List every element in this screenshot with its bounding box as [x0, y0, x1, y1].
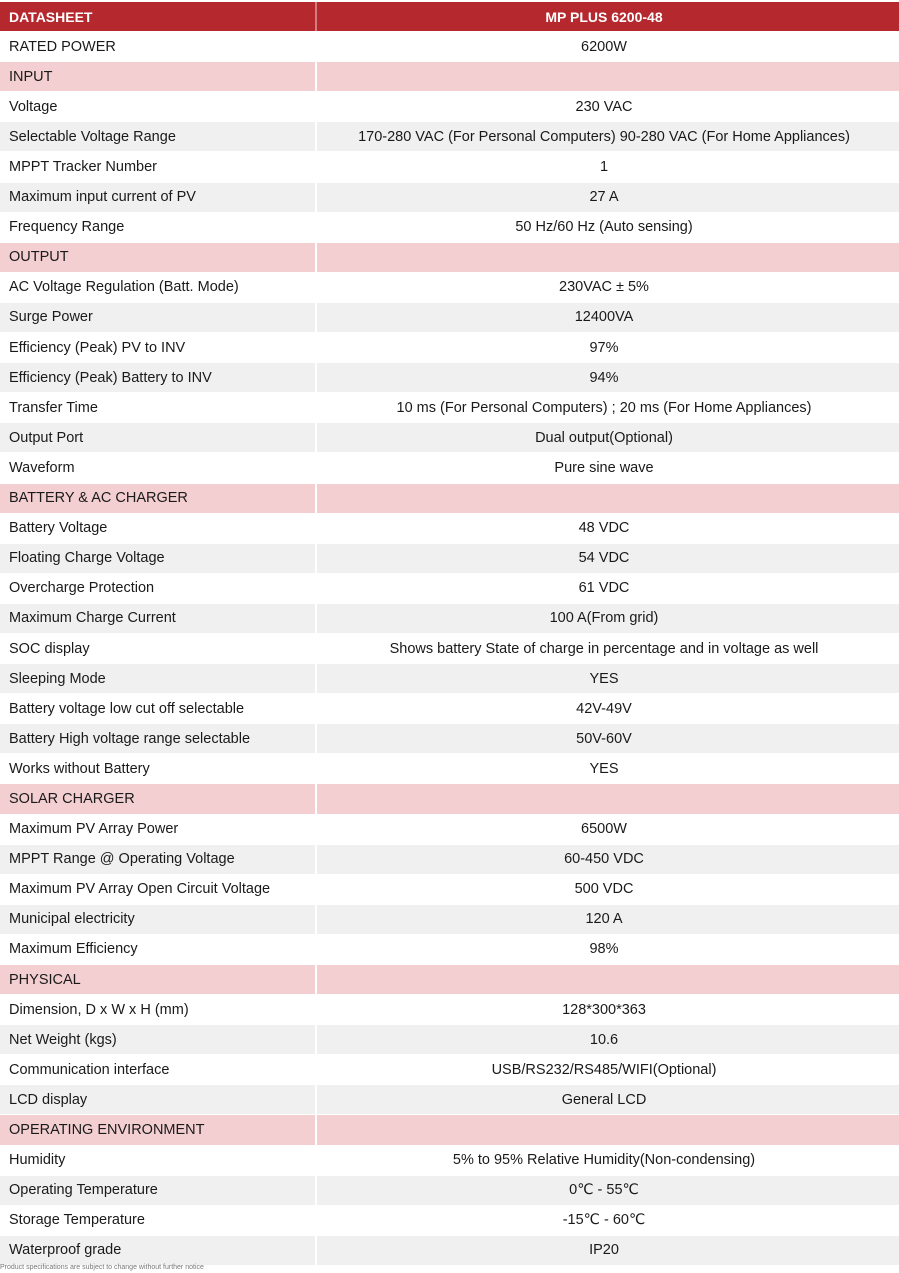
spec-value: 500 VDC — [574, 881, 634, 898]
section-value — [317, 62, 899, 91]
table-row — [0, 694, 899, 724]
spec-value: 10 ms (For Personal Computers) ; 20 ms (For Home Appliances) — [396, 399, 812, 416]
footer-note: Product specifications are subject to change without further notice — [0, 1264, 204, 1271]
datasheet-table — [0, 2, 899, 1266]
table-row — [0, 453, 899, 483]
table-row — [0, 1146, 899, 1176]
table-row — [0, 1176, 899, 1206]
spec-value: IP20 — [589, 1242, 619, 1259]
spec-label: AC Voltage Regulation (Batt. Mode) — [0, 273, 317, 302]
table-row — [0, 152, 899, 182]
table-row — [0, 815, 899, 845]
section-value — [317, 243, 899, 272]
table-row — [0, 845, 899, 875]
table-row — [0, 333, 899, 363]
table-row — [0, 1206, 899, 1236]
table-row — [0, 905, 899, 935]
section-value — [317, 484, 899, 513]
section-row — [0, 243, 899, 273]
spec-label: Operating Temperature — [0, 1176, 317, 1205]
spec-value: Pure sine wave — [554, 459, 654, 476]
spec-label: Storage Temperature — [0, 1206, 317, 1235]
spec-value: 94% — [589, 369, 619, 386]
table-row — [0, 514, 899, 544]
spec-value: 5% to 95% Relative Humidity(Non-condensing) — [452, 1152, 756, 1169]
spec-label: Frequency Range — [0, 213, 317, 242]
table-row — [0, 935, 899, 965]
section-title: PHYSICAL — [0, 965, 317, 994]
section-title: OPERATING ENVIRONMENT — [0, 1115, 317, 1144]
section-title: SOLAR CHARGER — [0, 784, 317, 813]
table-row — [0, 303, 899, 333]
table-row — [0, 363, 899, 393]
table-row — [0, 604, 899, 634]
spec-value: 128*300*363 — [562, 1001, 646, 1018]
section-value — [317, 965, 899, 994]
spec-value: General LCD — [561, 1091, 647, 1108]
spec-value: 42V-49V — [576, 700, 632, 717]
table-row — [0, 423, 899, 453]
spec-value: USB/RS232/RS485/WIFI(Optional) — [491, 1061, 717, 1078]
spec-label: RATED POWER — [0, 32, 317, 61]
table-header — [0, 2, 899, 32]
header-model: MP PLUS 6200-48 — [545, 8, 663, 25]
spec-label: Maximum PV Array Open Circuit Voltage — [0, 875, 317, 904]
table-row — [0, 1236, 899, 1266]
table-row — [0, 1055, 899, 1085]
spec-label: Waterproof grade — [0, 1236, 317, 1265]
section-row — [0, 62, 899, 92]
spec-label: Humidity — [0, 1146, 317, 1175]
spec-value: 120 A — [585, 911, 623, 928]
spec-label: Net Weight (kgs) — [0, 1025, 317, 1054]
section-row — [0, 784, 899, 814]
spec-label: Sleeping Mode — [0, 664, 317, 693]
table-row — [0, 574, 899, 604]
section-title: OUTPUT — [0, 243, 317, 272]
spec-value: 48 VDC — [578, 520, 630, 537]
spec-value: 27 A — [589, 189, 619, 206]
section-row — [0, 484, 899, 514]
spec-label: Battery voltage low cut off selectable — [0, 694, 317, 723]
spec-label: Municipal electricity — [0, 905, 317, 934]
spec-label: Communication interface — [0, 1055, 317, 1084]
spec-label: Transfer Time — [0, 393, 317, 422]
spec-label: LCD display — [0, 1085, 317, 1114]
table-row — [0, 875, 899, 905]
table-row — [0, 393, 899, 423]
spec-value: 0℃ - 55℃ — [569, 1182, 639, 1199]
section-row — [0, 965, 899, 995]
spec-value: 230 VAC — [575, 98, 633, 115]
spec-label: Voltage — [0, 92, 317, 121]
spec-value: 50V-60V — [576, 730, 632, 747]
table-body — [0, 32, 899, 1266]
table-row — [0, 1085, 899, 1115]
table-row — [0, 1025, 899, 1055]
spec-value: 6200W — [581, 38, 627, 55]
spec-value: 12400VA — [574, 309, 634, 326]
spec-label: Efficiency (Peak) PV to INV — [0, 333, 317, 362]
spec-label: Maximum PV Array Power — [0, 815, 317, 844]
spec-value: 1 — [599, 159, 609, 176]
header-label: DATASHEET — [0, 2, 317, 31]
spec-label: Surge Power — [0, 303, 317, 332]
spec-value: 97% — [589, 339, 619, 356]
spec-value: 230VAC ± 5% — [559, 279, 649, 296]
table-row — [0, 754, 899, 784]
spec-value: YES — [589, 760, 619, 777]
spec-label: Battery High voltage range selectable — [0, 724, 317, 753]
spec-value: 100 A(From grid) — [549, 610, 659, 627]
table-row — [0, 273, 899, 303]
spec-value: 60-450 VDC — [564, 851, 644, 868]
spec-value: 54 VDC — [578, 550, 630, 567]
spec-label: Efficiency (Peak) Battery to INV — [0, 363, 317, 392]
section-value — [317, 784, 899, 813]
table-row — [0, 634, 899, 664]
spec-label: Overcharge Protection — [0, 574, 317, 603]
table-row — [0, 995, 899, 1025]
table-row — [0, 544, 899, 574]
spec-label: Maximum Charge Current — [0, 604, 317, 633]
table-row — [0, 664, 899, 694]
spec-value: 50 Hz/60 Hz (Auto sensing) — [515, 219, 693, 236]
section-row — [0, 1115, 899, 1145]
spec-label: SOC display — [0, 634, 317, 663]
spec-value: 98% — [589, 941, 619, 958]
spec-label: Dimension, D x W x H (mm) — [0, 995, 317, 1024]
spec-label: Works without Battery — [0, 754, 317, 783]
spec-value: 61 VDC — [578, 580, 630, 597]
spec-label: Battery Voltage — [0, 514, 317, 543]
spec-value: YES — [589, 670, 619, 687]
spec-value: 10.6 — [589, 1031, 619, 1048]
spec-label: Waveform — [0, 453, 317, 482]
spec-label: Maximum input current of PV — [0, 183, 317, 212]
section-title: BATTERY & AC CHARGER — [0, 484, 317, 513]
table-row — [0, 92, 899, 122]
spec-value: Dual output(Optional) — [535, 429, 673, 446]
spec-label: Output Port — [0, 423, 317, 452]
spec-label: Maximum Efficiency — [0, 935, 317, 964]
spec-value: -15℃ - 60℃ — [562, 1212, 646, 1229]
section-value — [317, 1115, 899, 1144]
spec-label: MPPT Tracker Number — [0, 152, 317, 181]
spec-value: Shows battery State of charge in percentage and in voltage as well — [389, 640, 819, 657]
spec-value: 170-280 VAC (For Personal Computers) 90-280 VAC (For Home Appliances) — [358, 128, 850, 145]
table-row — [0, 32, 899, 62]
spec-value: 6500W — [581, 821, 627, 838]
section-title: INPUT — [0, 62, 317, 91]
table-row — [0, 213, 899, 243]
table-row — [0, 724, 899, 754]
table-row — [0, 183, 899, 213]
spec-label: MPPT Range @ Operating Voltage — [0, 845, 317, 874]
spec-label: Floating Charge Voltage — [0, 544, 317, 573]
table-row — [0, 122, 899, 152]
spec-label: Selectable Voltage Range — [0, 122, 317, 151]
